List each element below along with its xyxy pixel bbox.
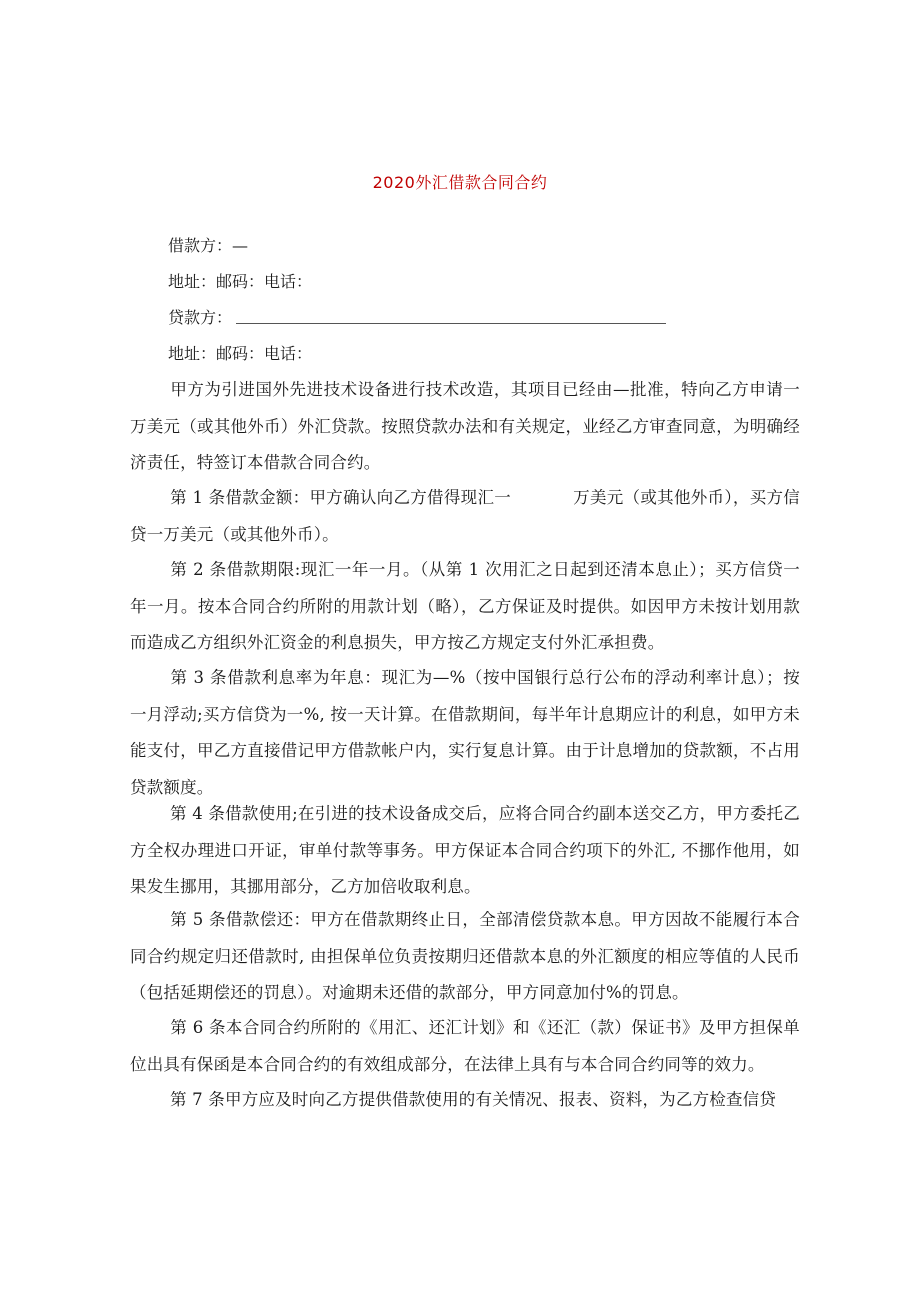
article-6 [130, 1010, 800, 1083]
article-4 [130, 796, 800, 906]
article-3-text: 第 3 条借款利息率为年息：现汇为—%（按中国银行总行公布的浮动利率计息）；按一月浮动;买方信贷为一%, 按一天计算。在借款期间，每半年计息期应计的利息，如甲方未能支付，甲乙方直接借记甲方借款帐户内，实行复息计算。由于计息增加的贷款额，不占用贷款额度。 [130, 668, 800, 797]
article-7-text: 第 7 条甲方应及时向乙方提供借款使用的有关情况、报表、资料，为乙方检查信贷 [170, 1090, 777, 1109]
intro-paragraph [130, 372, 800, 482]
lender-label: 贷款方： [168, 308, 233, 327]
article-3 [130, 660, 800, 806]
article-2 [130, 552, 800, 662]
article-1-text-a: 第 1 条借款金额：甲方确认向乙方借得现汇一 [170, 488, 512, 507]
lender-address-line: 地址：邮码：电话： [168, 344, 313, 363]
article-2-text: 第 2 条借款期限:现汇一年一月。（从第 1 次用汇之日起到还清本息止）；买方信贷一年一月。按本合同合约所附的用款计划（略），乙方保证及时提供。如因甲方未按计划用款而造成乙方组织外汇资金的利息损失，甲方按乙方规定支付外汇承担费。 [130, 560, 800, 652]
article-7 [130, 1082, 800, 1119]
article-6-text: 第 6 条本合同合约所附的《用汇、还汇计划》和《还汇（款）保证书》及甲方担保单位出具有保函是本合同合约的有效组成部分，在法律上具有与本合同合约同等的效力。 [130, 1018, 800, 1074]
document-title: 2020外汇借款合同合约 [372, 173, 548, 192]
lender-blank-underline [236, 313, 666, 324]
borrower-line: 借款方：— [168, 236, 249, 255]
borrower-address-line: 地址：邮码：电话： [168, 272, 313, 291]
lender-line [168, 308, 666, 328]
intro-text: 甲方为引进国外先进技术设备进行技术改造，其项目已经由—批准，特向乙方申请一万美元（或其他外币）外汇贷款。按照贷款办法和有关规定，业经乙方审查同意，为明确经济责任，特签订本借款合同合约。 [130, 380, 800, 472]
article-1 [130, 480, 800, 553]
article-4-text: 第 4 条借款使用;在引进的技术设备成交后，应将合同合约副本送交乙方，甲方委托乙方全权办理进口开证，审单付款等事务。甲方保证本合同合约项下的外汇, 不挪作他用，如果发生挪用，其挪用部分，乙方加倍收取利息。 [130, 804, 800, 896]
article-5 [130, 902, 800, 1012]
article-5-text: 第 5 条借款偿还：甲方在借款期终止日，全部清偿贷款本息。甲方因故不能履行本合同合约规定归还借款时, 由担保单位负责按期归还借款本息的外汇额度的相应等值的人民币（包括延期偿还的罚息）。对逾期未还借的款部分，甲方同意加付%的罚息。 [130, 910, 800, 1002]
article-1-text-b: 万美元（或其他外币），买方信贷一万美元（或其他外币）。 [130, 488, 800, 544]
